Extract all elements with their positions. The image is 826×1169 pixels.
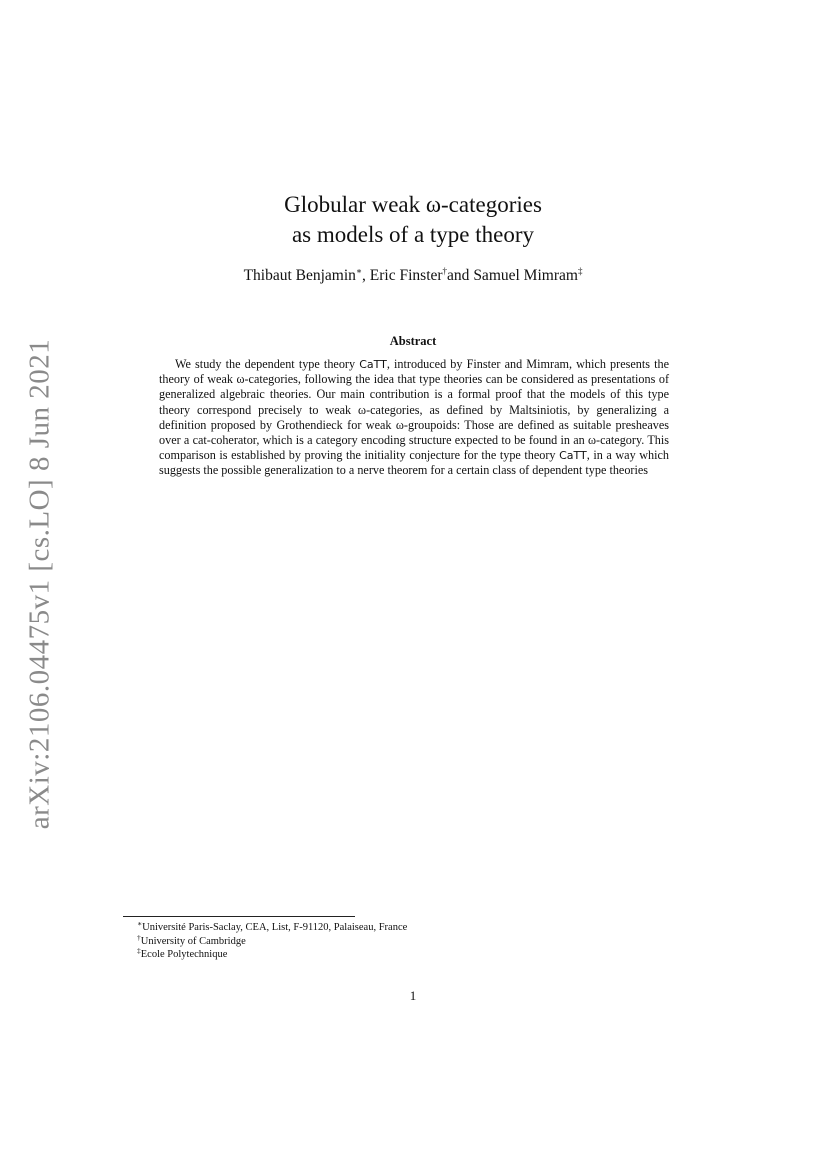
page-number: 1 [409, 988, 417, 1003]
footnote-mark-2: † [137, 932, 141, 942]
abstract-heading: Abstract [389, 334, 437, 348]
author-separator-1: , [362, 267, 370, 284]
affiliation-mark-3: ‡ [577, 266, 583, 276]
title-line-2: as models of a type theory [291, 222, 535, 247]
footnote-mark-1: ∗ [137, 919, 143, 928]
title-line-1: Globular weak ω-categories [284, 192, 542, 217]
catt-name-1: CaTT [359, 358, 387, 371]
footnote-1 [137, 921, 407, 935]
footnote-mark-3: ‡ [137, 946, 141, 956]
paper-title [0, 190, 826, 250]
footnote-text-1: Université Paris-Saclay, CEA, List, F-91120, Palaiseau, France [142, 922, 408, 933]
affiliation-mark-2: † [442, 266, 448, 276]
author-name-1: Thibaut Benjamin [243, 267, 356, 284]
footnote-text-2: University of Cambridge [140, 935, 246, 947]
footnote-2 [137, 932, 407, 949]
author-list [0, 266, 826, 286]
author-name-2: Eric Finster [369, 267, 443, 284]
arxiv-identifier-stamp: arXiv:2106.04475v1 [cs.LO] 8 Jun 2021 [23, 338, 56, 830]
abstract-body [159, 357, 669, 479]
footnote-text-3: Ecole Polytechnique [140, 949, 228, 961]
author-name-3: Samuel Mimram [473, 267, 578, 284]
footnote-divider [123, 916, 355, 917]
author-separator-2: and [447, 267, 474, 284]
footnotes [137, 921, 407, 962]
abstract-text-2: , introduced by Finster and Mimram, which presents the theory of weak ω-categories, following the idea that type theories can be considered as presentations of generalized algebraic theories. Our main contribution is a formal proof that the models of this type theory correspond precisely to weak ω-categories, as defined by Maltsiniotis, by generalizing a definition proposed by Grothendieck for weak ω-groupoids: Those are defined as suitable presheaves over a cat-coherator, which is a category encoding structure expected to be found in an ω-category. This comparison is established by proving the initiality conjecture for the type theory [159, 357, 669, 463]
catt-name-2: CaTT [559, 449, 587, 463]
affiliation-mark-1: ∗ [355, 266, 363, 276]
abstract-text-3: , in a way which suggests the possible generalization to a nerve theorem for a certain class of dependent type theories [159, 448, 669, 478]
abstract-text-1: We study the dependent type theory [175, 357, 360, 371]
footnote-3 [137, 948, 407, 962]
